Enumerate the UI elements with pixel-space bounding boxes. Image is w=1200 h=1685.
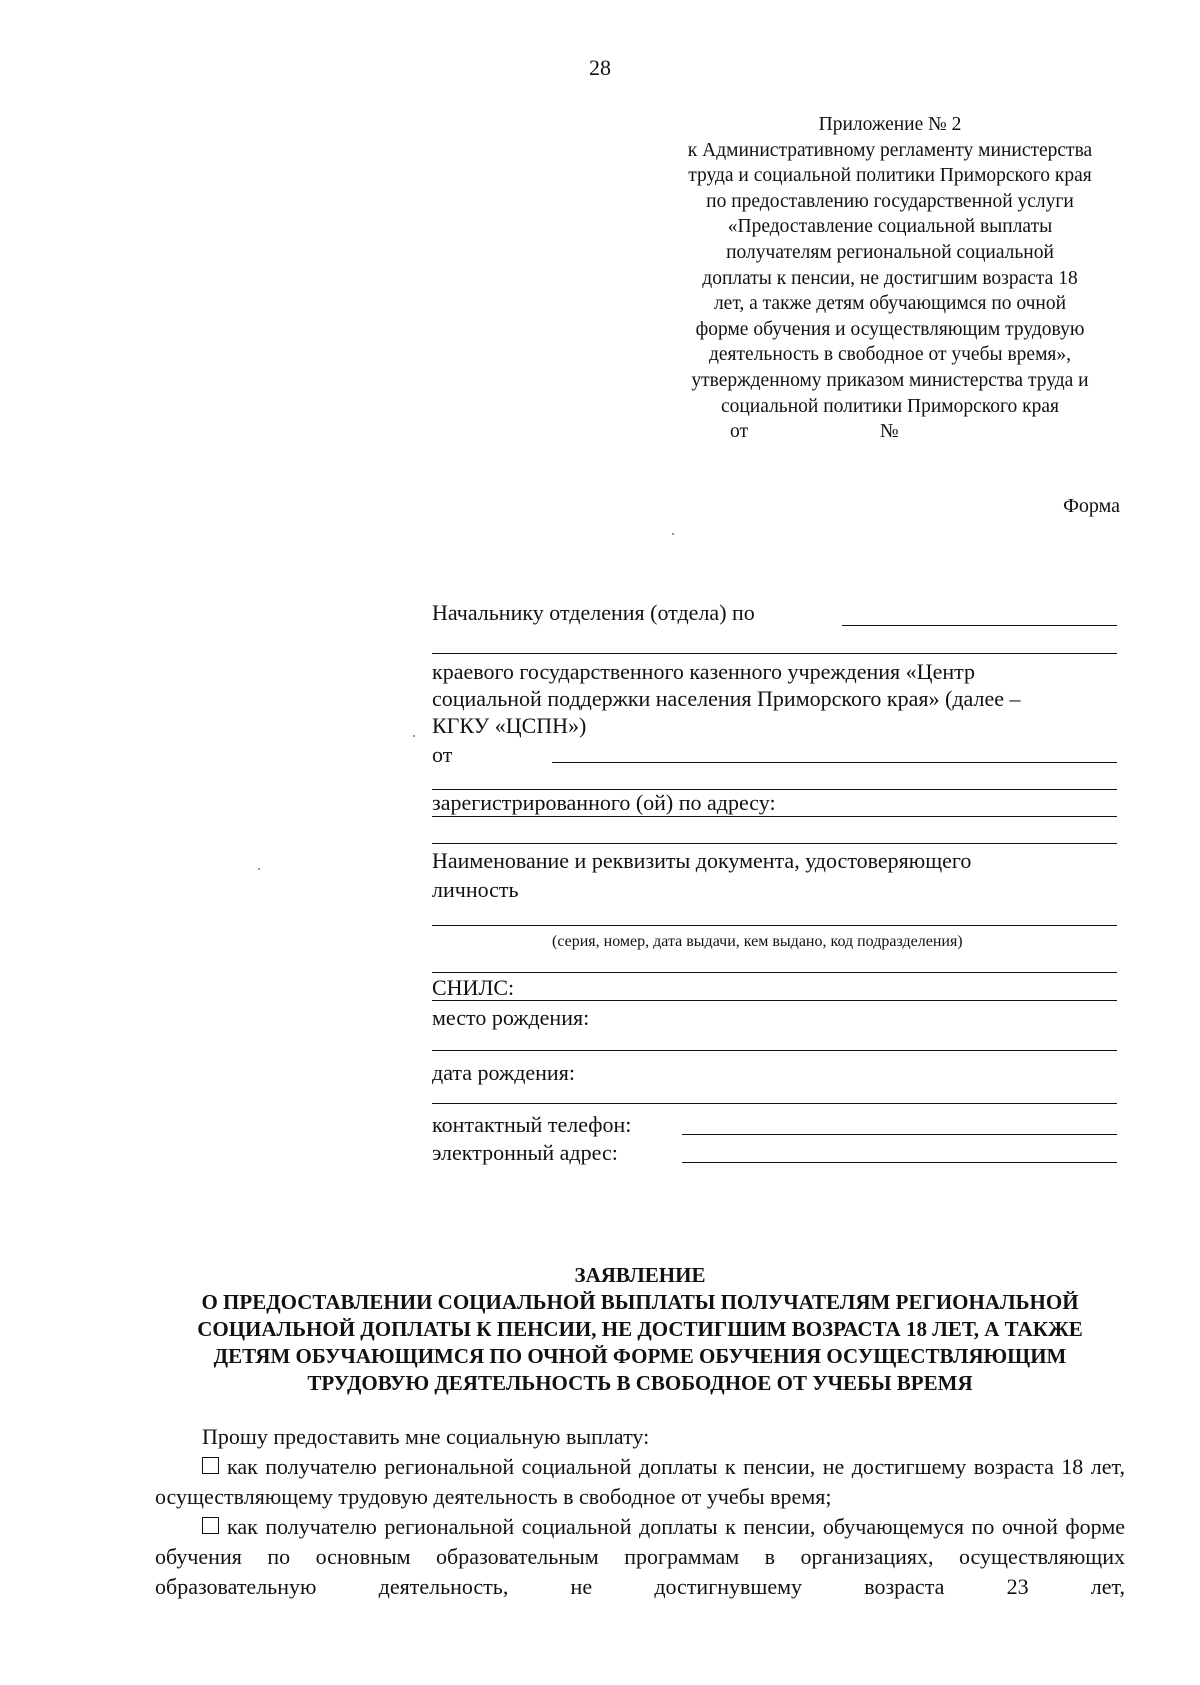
email-field[interactable]: [682, 1162, 1117, 1163]
applicant-name-field[interactable]: [552, 762, 1117, 763]
form-label: Форма: [1063, 495, 1120, 517]
appendix-date-label: от: [730, 421, 749, 443]
birthplace-field[interactable]: [432, 1050, 1117, 1051]
appendix-date-number-line: [640, 419, 1140, 445]
appendix-line: доплаты к пенсии, не достигшим возраста 18: [702, 267, 1078, 289]
birthplace-label: место рождения:: [432, 1005, 590, 1030]
phone-field[interactable]: [682, 1134, 1117, 1135]
appendix-line: форме обучения и осуществляющим трудовую: [695, 318, 1085, 340]
statement-subtitle-line: ТРУДОВУЮ ДЕЯТЕЛЬНОСТЬ В СВОБОДНОЕ ОТ УЧЕБЫ ВРЕМЯ: [307, 1371, 973, 1395]
page-number: 28: [589, 55, 611, 80]
head-label: Начальнику отделения (отдела) по: [432, 600, 755, 625]
phone-label: контактный телефон:: [432, 1112, 632, 1137]
scan-speck: [672, 533, 674, 535]
scan-speck: [258, 868, 260, 870]
registered-address-label: зарегистрированного (ой) по адресу:: [432, 790, 776, 815]
identity-document-field-line2[interactable]: [432, 972, 1117, 973]
option-1-text: как получателю региональной социальной доплаты к пенсии, не достигшему возраста 18 лет, осуществляющему трудовую деятельность в свободное от учебы время;: [155, 1454, 1125, 1509]
statement-subtitle-line: ДЕТЯМ ОБУЧАЮЩИМСЯ ПО ОЧНОЙ ФОРМЕ ОБУЧЕНИЯ ОСУЩЕСТВЛЯЮЩИМ: [213, 1344, 1067, 1368]
from-label: от: [432, 742, 453, 767]
appendix-line: к Административному регламенту министерства: [687, 139, 1093, 161]
statement-body: [155, 1422, 1125, 1602]
address-field[interactable]: [432, 816, 1117, 817]
option-2-checkbox[interactable]: [202, 1517, 219, 1534]
identity-document-field[interactable]: [432, 925, 1117, 926]
appendix-line: деятельность в свободное от учебы время»,: [708, 344, 1072, 366]
appendix-line: утвержденному приказом министерства труда и: [691, 369, 1089, 391]
appendix-line: «Предоставление социальной выплаты: [727, 216, 1053, 238]
appendix-line: труда и социальной политики Приморского края: [688, 165, 1092, 187]
appendix-line: социальной политики Приморского края: [720, 395, 1060, 417]
request-text: Прошу предоставить мне социальную выплату:: [202, 1424, 650, 1449]
appendix-line: лет, а также детям обучающимся по очной: [713, 293, 1067, 315]
identity-document-line: личность: [432, 877, 519, 902]
address-field-line2[interactable]: [432, 843, 1117, 844]
birthdate-field[interactable]: [432, 1103, 1117, 1104]
statement-title: ЗАЯВЛЕНИЕ: [574, 1263, 706, 1287]
snils-label: СНИЛС:: [432, 975, 515, 1000]
option-2: [155, 1512, 1125, 1602]
appendix-line: по предоставлению государственной услуги: [706, 190, 1074, 212]
institution-line: социальной поддержки населения Приморского края» (далее –: [432, 686, 1021, 711]
option-2-text: как получателю региональной социальной доплаты к пенсии, обучающемуся по очной форме обучения по основным образовательным программам в организациях, осуществляющих образовательную деятельность, не достигнувшему возраста 23 лет,: [155, 1514, 1125, 1599]
option-1-checkbox[interactable]: [202, 1457, 219, 1474]
identity-document-hint: (серия, номер, дата выдачи, кем выдано, код подразделения): [552, 933, 963, 950]
scan-speck: [413, 735, 415, 737]
snils-field[interactable]: [432, 1000, 1117, 1001]
department-field[interactable]: [842, 625, 1117, 626]
option-1: [155, 1452, 1125, 1512]
email-label: электронный адрес:: [432, 1140, 618, 1165]
institution-line: краевого государственного казенного учреждения «Центр: [432, 659, 975, 684]
appendix-line: Приложение № 2: [818, 114, 962, 135]
statement-subtitle-line: О ПРЕДОСТАВЛЕНИИ СОЦИАЛЬНОЙ ВЫПЛАТЫ ПОЛУЧАТЕЛЯМ РЕГИОНАЛЬНОЙ: [201, 1290, 1079, 1314]
appendix-header: [640, 112, 1140, 445]
statement-title-block: [150, 1262, 1130, 1397]
appendix-number-label: №: [880, 421, 899, 443]
identity-document-line: Наименование и реквизиты документа, удостоверяющего: [432, 848, 972, 873]
department-field-line2[interactable]: [432, 653, 1117, 654]
birthdate-label: дата рождения:: [432, 1060, 575, 1085]
institution-line: КГКУ «ЦСПН»): [432, 713, 587, 738]
statement-subtitle-line: СОЦИАЛЬНОЙ ДОПЛАТЫ К ПЕНСИИ, НЕ ДОСТИГШИМ ВОЗРАСТА 18 ЛЕТ, А ТАКЖЕ: [197, 1317, 1083, 1341]
appendix-line: получателям региональной социальной: [726, 241, 1054, 263]
